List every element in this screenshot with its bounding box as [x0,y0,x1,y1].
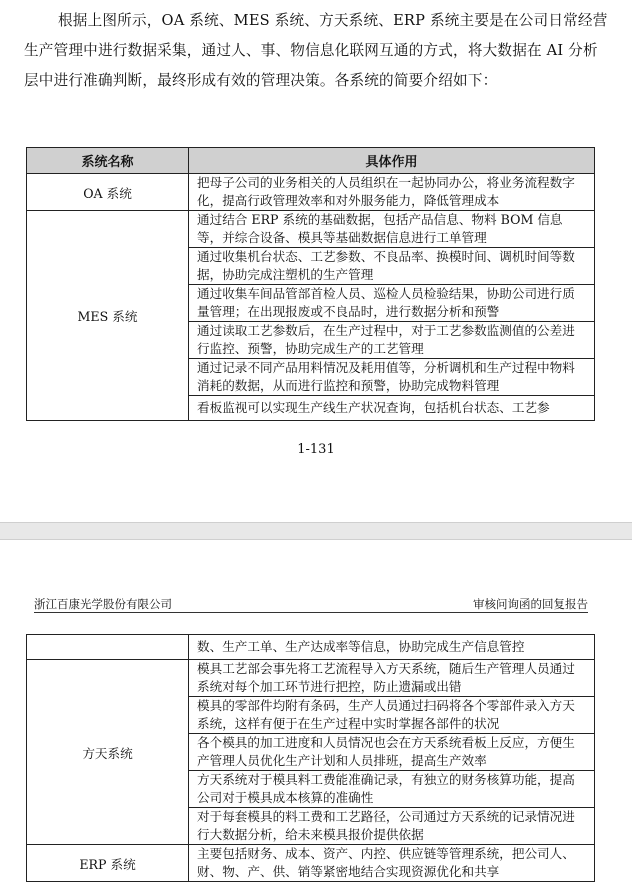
mes-item: 通过读取工艺参数后，在生产过程中，对于工艺参数监测值的公差进行监控、预警，协助完成生产的工艺管理 [189,322,595,359]
erp-name: ERP 系统 [27,845,189,882]
fangtian-item: 方天系统对于模具料工费能准确记录，有独立的财务核算功能，提高公司对于模具成本核算的准确性 [189,771,595,808]
header-role: 具体作用 [189,148,595,174]
fangtian-item: 对于每套模具的料工费和工艺路径，公司通过方天系统的记录情况进行大数据分析，给未来模具报价提供依据 [189,808,595,845]
page-number: 1-131 [297,442,335,457]
page-gap [0,522,632,540]
mes-item: 通过结合 ERP 系统的基础数据，包括产品信息、物料 BOM 信息等，并综合设备、模具等基础数据信息进行工单管理 [189,211,595,248]
systems-table [26,147,595,421]
fangtian-item: 模具的零部件均附有条码，生产人员通过扫码将各个零部件录入方天系统，这样有便于在生产过程中实时掌握各部件的状况 [189,697,595,734]
table-row [27,635,595,660]
erp-desc: 主要包括财务、成本、资产、内控、供应链等管理系统，把公司人、财、物、产、供、销等紧密地结合实现资源优化和共享 [189,845,595,882]
oa-desc: 把母子公司的业务相关的人员组织在一起协同办公，将业务流程数字化，提高行政管理效率和对外服务能力，降低管理成本 [189,174,595,211]
page-header [34,596,588,613]
mes-item: 通过收集车间品管部首检人员、巡检人员检验结果，协助公司进行质量管理；在出现报废或不良品时，进行数据分析和预警 [189,285,595,322]
mes-item: 通过收集机台状态、工艺参数、不良品率、换模时间、调机时间等数据，协助完成注塑机的生产管理 [189,248,595,285]
table-row [27,660,595,697]
mes-item: 看板监视可以实现生产线生产状况查询，包括机台状态、工艺参 [189,396,595,421]
header-report: 审核问询函的回复报告 [473,597,588,611]
mes-item-continued: 数、生产工单、生产达成率等信息，协助完成生产信息管控 [189,635,595,660]
intro-text: 根据上图所示，OA 系统、MES 系统、方天系统、ERP 系统主要是在公司日常经营生产管理中进行数据采集，通过人、事、物信息化联网互通的方式，将大数据在 AI 分析层中进行准确判断，最终形成有效的管理决策。各系统的简要介绍如下： [24,12,608,89]
table-row [27,174,595,211]
fangtian-name: 方天系统 [27,660,189,845]
mes-name: MES 系统 [27,211,189,421]
fangtian-item: 各个模具的加工进度和人员情况也会在方天系统看板上反应，方便生产管理人员优化生产计划和人员排班，提高生产效率 [189,734,595,771]
systems-table-continued [26,634,595,882]
mes-item: 通过记录不同产品用料情况及耗用值等，分析调机和生产过程中物料消耗的数据，从而进行监控和预警，协助完成物料管理 [189,359,595,396]
continued-name [27,635,189,660]
header-system-name: 系统名称 [27,148,189,174]
header-company: 浙江百康光学股份有限公司 [34,597,172,611]
table-row [27,211,595,248]
table-header-row [27,148,595,174]
oa-name: OA 系统 [27,174,189,211]
intro-paragraph [24,6,608,96]
table-row [27,845,595,882]
fangtian-item: 模具工艺部会事先将工艺流程导入方天系统，随后生产管理人员通过系统对每个加工环节进行把控，防止遗漏或出错 [189,660,595,697]
